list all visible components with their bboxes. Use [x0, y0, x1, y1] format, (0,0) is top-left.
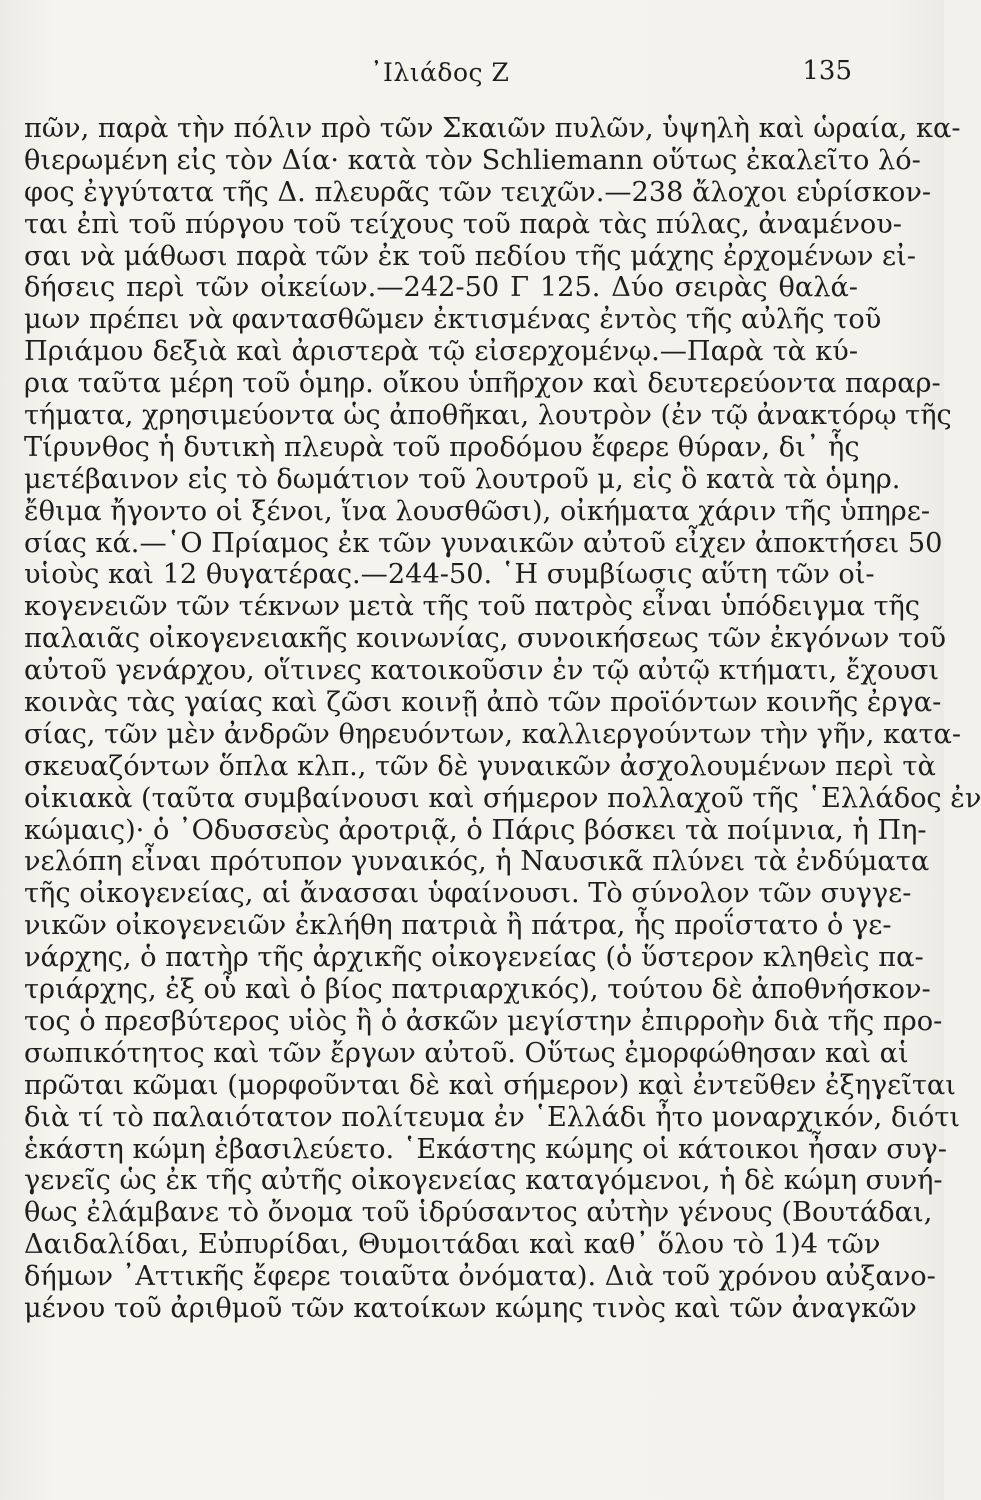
- text-line: θιερωμένη εἰς τὸν Δία· κατὰ τὸν Schliemann οὕτως ἐκαλεῖτο λό-: [24, 144, 921, 176]
- text-line: διὰ τί τὸ παλαιότατον πολίτευμα ἐν ῾Ελλάδι ἦτο μοναρχικόν, διότι: [24, 1101, 961, 1133]
- text-line: κογενειῶν τῶν τέκνων μετὰ τῆς τοῦ πατρὸς εἶναι ὑπόδειγμα τῆς: [24, 591, 921, 623]
- page-header: [30, 52, 852, 92]
- text-line: ται ἐπὶ τοῦ πύργου τοῦ τείχους τοῦ παρὰ τὰς πύλας, ἀναμένου-: [24, 208, 902, 240]
- text-line: κώμαις)· ὁ ᾿Οδυσσεὺς ἀροτριᾷ, ὁ Πάρις βόσκει τὰ ποίμνια, ἡ Πη-: [24, 814, 927, 846]
- page-number: 135: [802, 56, 852, 86]
- text-line: φος ἐγγύτατα τῆς Δ. πλευρᾶς τῶν τειχῶν.—238 ἄλοχοι εὑρίσκον-: [24, 176, 932, 208]
- text-line: γενεῖς ὡς ἐκ τῆς αὐτῆς οἰκογενείας καταγόμενοι, ἡ δὲ κώμη συνή-: [24, 1165, 943, 1197]
- text-line: σίας κά.—῾Ο Πρίαμος ἐκ τῶν γυναικῶν αὐτοῦ εἶχεν ἀποκτήσει 50: [24, 527, 943, 559]
- body-text: [24, 113, 981, 1325]
- text-line: νελόπη εἶναι πρότυπον γυναικός, ἡ Ναυσικᾶ πλύνει τὰ ἐνδύματα: [24, 846, 930, 878]
- text-line: κοινὰς τὰς γαίας καὶ ζῶσι κοινῇ ἀπὸ τῶν προϊόντων κοινῆς ἐργα-: [24, 687, 942, 719]
- text-line: θως ἐλάμβανε τὸ ὄνομα τοῦ ἱδρύσαντος αὐτὴν γένους (Βουτάδαι,: [24, 1197, 933, 1229]
- text-line: σωπικότητος καὶ τῶν ἔργων αὐτοῦ. Οὕτως ἐμορφώθησαν καὶ αἱ: [24, 1037, 909, 1069]
- text-line: παλαιᾶς οἰκογενειακῆς κοινωνίας, συνοικήσεως τῶν ἐκγόνων τοῦ: [24, 623, 946, 655]
- text-line: Πριάμου δεξιὰ καὶ ἀριστερὰ τῷ εἰσερχομένῳ.—Παρὰ τὰ κύ-: [24, 336, 858, 368]
- text-line: μων πρέπει νὰ φαντασθῶμεν ἐκτισμένας ἐντὸς τῆς αὐλῆς τοῦ: [24, 304, 882, 336]
- text-line: ἔθιμα ἤγοντο οἱ ξένοι, ἵνα λουσθῶσι), οἰκήματα χάριν τῆς ὑπηρε-: [24, 495, 931, 527]
- text-line: μένου τοῦ ἀριθμοῦ τῶν κατοίκων κώμης τινὸς καὶ τῶν ἀναγκῶν: [24, 1292, 917, 1324]
- text-line: ρια ταῦτα μέρη τοῦ ὁμηρ. οἴκου ὑπῆρχον καὶ δευτερεύοντα παραρ-: [24, 368, 941, 400]
- text-line: σκευαζόντων ὅπλα κλπ., τῶν δὲ γυναικῶν ἀσχολουμένων περὶ τὰ: [24, 750, 936, 782]
- text-line: ἑκάστη κώμη ἐβασιλεύετο. ῾Εκάστης κώμης οἱ κάτοικοι ἦσαν συγ-: [24, 1133, 947, 1165]
- text-line: Δαιδαλίδαι, Εὐπυρίδαι, Θυμοιτάδαι καὶ καθ᾿ ὅλου τὸ 1)4 τῶν: [24, 1229, 881, 1261]
- text-line: πρῶται κῶμαι (μορφοῦνται δὲ καὶ σήμερον) καὶ ἐντεῦθεν ἐξηγεῖται: [24, 1069, 956, 1101]
- text-line: τῆς οἰκογενείας, αἱ ἄνασσαι ὑφαίνουσι. Τὸ σύνολον τῶν συγγε-: [24, 878, 912, 910]
- text-line: σαι νὰ μάθωσι παρὰ τῶν ἐκ τοῦ πεδίου τῆς μάχης ἐρχομένων εἰ-: [24, 240, 916, 272]
- text-line: τος ὁ πρεσβύτερος υἱὸς ἢ ὁ ἀσκῶν μεγίστην ἐπιρροὴν διὰ τῆς προ-: [24, 1005, 943, 1037]
- text-line: δήμων ᾿Αττικῆς ἔφερε τοιαῦτα ὀνόματα). Διὰ τοῦ χρόνου αὐξανο-: [24, 1261, 936, 1293]
- text-line: υἱοὺς καὶ 12 θυγατέρας.—244-50. ῾Η συμβίωσις αὕτη τῶν οἰ-: [24, 559, 875, 591]
- text-line: νάρχης, ὁ πατὴρ τῆς ἀρχικῆς οἰκογενείας (ὁ ὕστερον κληθεὶς πα-: [24, 942, 924, 974]
- text-line: Τίρυνθος ἡ δυτικὴ πλευρὰ τοῦ προδόμου ἔφερε θύραν, δι᾿ ἧς: [24, 431, 860, 463]
- text-line: αὐτοῦ γενάρχου, οἵτινες κατοικοῦσιν ἐν τῷ αὐτῷ κτήματι, ἔχουσι: [24, 655, 940, 687]
- text-line: τήματα, χρησιμεύοντα ὡς ἀποθῆκαι, λουτρὸν (ἐν τῷ ἀνακτόρῳ τῆς: [24, 400, 952, 432]
- text-line: σίας, τῶν μὲν ἀνδρῶν θηρευόντων, καλλιεργούντων τὴν γῆν, κατα-: [24, 718, 962, 750]
- text-line: πῶν, παρὰ τὴν πόλιν πρὸ τῶν Σκαιῶν πυλῶν, ὑψηλὴ καὶ ὡραία, κα-: [24, 113, 961, 144]
- text-line: δήσεις περὶ τῶν οἰκείων.—242-50 Γ 125. Δύο σειρὰς θαλά-: [24, 272, 858, 304]
- text-line: τριάρχης, ἐξ οὗ καὶ ὁ βίος πατριαρχικός), τούτου δὲ ἀποθνήσκον-: [24, 974, 931, 1006]
- running-title: ᾿Ιλιάδος Ζ: [370, 58, 510, 87]
- text-line: μετέβαινον εἰς τὸ δωμάτιον τοῦ λουτροῦ μ, εἰς ὃ κατὰ τὰ ὁμηρ.: [24, 463, 901, 495]
- text-line: νικῶν οἰκογενειῶν ἐκλήθη πατριὰ ἢ πάτρα, ἧς προΐστατο ὁ γε-: [24, 910, 892, 942]
- text-line: οἰκιακὰ (ταῦτα συμβαίνουσι καὶ σήμερον πολλαχοῦ τῆς ῾Ελλάδος ἐν: [24, 782, 981, 814]
